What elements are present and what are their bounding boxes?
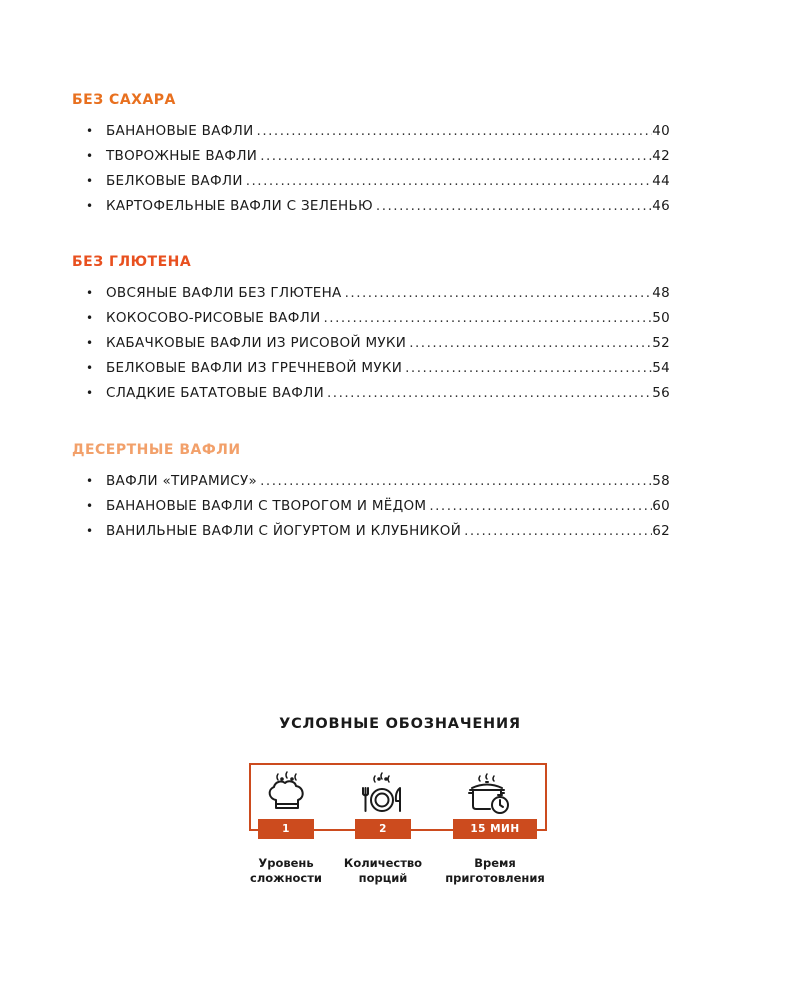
bullet: • — [86, 386, 94, 400]
legend-title: УСЛОВНЫЕ ОБОЗНАЧЕНИЯ — [279, 716, 521, 732]
toc-item[interactable] — [72, 381, 670, 406]
servings-caption — [331, 856, 435, 886]
servings-value-tag: 2 — [355, 819, 411, 839]
toc-item-page: 60 — [652, 498, 670, 514]
bullet: • — [86, 199, 94, 213]
toc-item[interactable] — [72, 144, 670, 169]
toc-item-title: БЕЛКОВЫЕ ВАФЛИ ИЗ ГРЕЧНЕВОЙ МУКИ — [106, 360, 403, 376]
toc-list — [72, 119, 670, 219]
toc-leader-dots — [243, 169, 653, 194]
time-caption — [438, 856, 552, 886]
time-value-tag: 15 МИН — [453, 819, 537, 839]
toc-item[interactable] — [72, 494, 670, 519]
bullet: • — [86, 124, 94, 138]
toc-item[interactable] — [72, 331, 670, 356]
toc-item-page: 40 — [652, 123, 670, 139]
toc-item-page: 50 — [652, 310, 670, 326]
toc-item-title: СЛАДКИЕ БАТАТОВЫЕ ВАФЛИ — [106, 385, 324, 401]
toc-item-title: КАБАЧКОВЫЕ ВАФЛИ ИЗ РИСОВОЙ МУКИ — [106, 335, 407, 351]
plate-cutlery-icon — [357, 770, 407, 816]
toc-item-title: ТВОРОЖНЫЕ ВАФЛИ — [106, 148, 258, 164]
bullet: • — [86, 336, 94, 350]
caption-line: Уровень — [258, 856, 314, 870]
caption-line: сложности — [250, 871, 322, 885]
toc-item[interactable] — [72, 356, 670, 381]
toc-item-title: ОВСЯНЫЕ ВАФЛИ БЕЗ ГЛЮТЕНА — [106, 285, 342, 301]
bullet: • — [86, 474, 94, 488]
toc-item[interactable] — [72, 281, 670, 306]
toc-item[interactable] — [72, 119, 670, 144]
toc-list — [72, 281, 670, 406]
bullet: • — [86, 311, 94, 325]
toc-item-page: 48 — [652, 285, 670, 301]
bullet: • — [86, 361, 94, 375]
toc-item-title: КОКОСОВО-РИСОВЫЕ ВАФЛИ — [106, 310, 321, 326]
toc-list — [72, 469, 670, 544]
toc-item-title: БЕЛКОВЫЕ ВАФЛИ — [106, 173, 243, 189]
difficulty-caption — [234, 856, 338, 886]
toc-leader-dots — [342, 281, 653, 306]
toc-leader-dots — [324, 381, 652, 406]
toc-item[interactable] — [72, 306, 670, 331]
toc-section-no-sugar — [72, 90, 670, 219]
toc-item-page: 52 — [652, 335, 670, 351]
toc-leader-dots — [461, 519, 652, 544]
bullet: • — [86, 499, 94, 513]
toc-item-title: БАНАНОВЫЕ ВАФЛИ С ТВОРОГОМ И МЁДОМ — [106, 498, 427, 514]
toc-leader-dots — [402, 356, 652, 381]
toc-item[interactable] — [72, 519, 670, 544]
caption-line: Время — [474, 856, 516, 870]
toc-item-page: 62 — [652, 523, 670, 539]
toc-item-title: ВАФЛИ «ТИРАМИСУ» — [106, 473, 258, 489]
toc-leader-dots — [321, 306, 653, 331]
toc-item-page: 58 — [652, 473, 670, 489]
toc-leader-dots — [406, 331, 652, 356]
toc-item-title: ВАНИЛЬНЫЕ ВАФЛИ С ЙОГУРТОМ И КЛУБНИКОЙ — [106, 523, 462, 539]
toc-section-gluten-free — [72, 252, 670, 406]
bullet: • — [86, 286, 94, 300]
toc-leader-dots — [254, 119, 653, 144]
toc-item-page: 44 — [652, 173, 670, 189]
toc-item[interactable] — [72, 169, 670, 194]
caption-line: порций — [358, 871, 408, 885]
toc-item[interactable] — [72, 469, 670, 494]
toc-item-page: 54 — [652, 360, 670, 376]
bullet: • — [86, 524, 94, 538]
bullet: • — [86, 174, 94, 188]
toc-leader-dots — [426, 494, 652, 519]
section-title: ДЕСЕРТНЫЕ ВАФЛИ — [72, 442, 241, 458]
caption-line: Количество — [343, 856, 423, 870]
difficulty-value-tag: 1 — [258, 819, 314, 839]
toc-item-page: 46 — [652, 198, 670, 214]
toc-item-title: КАРТОФЕЛЬНЫЕ ВАФЛИ С ЗЕЛЕНЬЮ — [106, 198, 373, 214]
toc-leader-dots — [257, 144, 652, 169]
bullet: • — [86, 149, 94, 163]
section-title: БЕЗ САХАРА — [72, 92, 176, 108]
caption-line: приготовления — [445, 871, 545, 885]
toc-leader-dots — [373, 194, 652, 219]
toc-item-page: 56 — [652, 385, 670, 401]
section-title: БЕЗ ГЛЮТЕНА — [72, 254, 192, 270]
toc-item-page: 42 — [652, 148, 670, 164]
toc-leader-dots — [257, 469, 652, 494]
toc-item-title: БАНАНОВЫЕ ВАФЛИ — [106, 123, 254, 139]
pot-timer-icon — [466, 770, 516, 816]
toc-item[interactable] — [72, 194, 670, 219]
toc-section-dessert — [72, 440, 670, 544]
chef-hat-icon — [262, 770, 312, 816]
